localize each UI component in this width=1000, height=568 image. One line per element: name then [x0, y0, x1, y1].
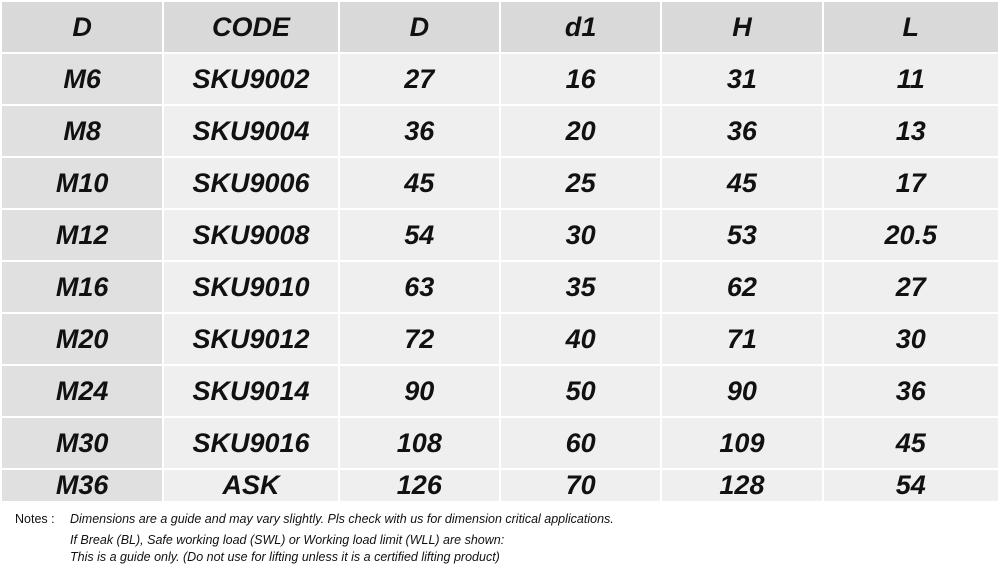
- cell-code: ASK: [164, 470, 337, 501]
- cell-h: 71: [662, 314, 821, 364]
- cell-l: 45: [824, 418, 998, 468]
- table-row: [2, 262, 998, 312]
- header-l: L: [824, 2, 998, 52]
- table-row: [2, 106, 998, 156]
- cell-h: 53: [662, 210, 821, 260]
- header-code: CODE: [164, 2, 337, 52]
- cell-code: SKU9008: [164, 210, 337, 260]
- cell-h: 45: [662, 158, 821, 208]
- table-row: [2, 314, 998, 364]
- cell-d: M20: [2, 314, 162, 364]
- cell-h: 31: [662, 54, 821, 104]
- cell-l: 30: [824, 314, 998, 364]
- cell-l: 20.5: [824, 210, 998, 260]
- cell-code: SKU9016: [164, 418, 337, 468]
- notes-line-1: Dimensions are a guide and may vary slightly. Pls check with us for dimension critical applications.: [70, 512, 614, 526]
- table-row: [2, 158, 998, 208]
- cell-code: SKU9002: [164, 54, 337, 104]
- cell-d: M10: [2, 158, 162, 208]
- cell-d: M36: [2, 470, 162, 501]
- cell-d-outer: 54: [340, 210, 499, 260]
- cell-h: 109: [662, 418, 821, 468]
- cell-d: M30: [2, 418, 162, 468]
- cell-d-outer: 45: [340, 158, 499, 208]
- notes-label: Notes :: [15, 512, 55, 526]
- cell-code: SKU9014: [164, 366, 337, 416]
- cell-d-outer: 108: [340, 418, 499, 468]
- cell-code: SKU9010: [164, 262, 337, 312]
- table-row: [2, 366, 998, 416]
- cell-l: 17: [824, 158, 998, 208]
- header-d: D: [2, 2, 162, 52]
- cell-l: 27: [824, 262, 998, 312]
- cell-d: M8: [2, 106, 162, 156]
- cell-d-outer: 36: [340, 106, 499, 156]
- cell-code: SKU9004: [164, 106, 337, 156]
- cell-d1: 60: [501, 418, 660, 468]
- header-d-outer: D: [340, 2, 499, 52]
- header-h: H: [662, 2, 821, 52]
- cell-code: SKU9012: [164, 314, 337, 364]
- table-row: [2, 210, 998, 260]
- cell-l: 11: [824, 54, 998, 104]
- cell-d-outer: 126: [340, 470, 499, 501]
- table-header-row: [2, 2, 998, 52]
- cell-d-outer: 72: [340, 314, 499, 364]
- cell-l: 54: [824, 470, 998, 501]
- header-d1: d1: [501, 2, 660, 52]
- table-row: [2, 418, 998, 468]
- cell-h: 90: [662, 366, 821, 416]
- cell-h: 36: [662, 106, 821, 156]
- cell-d-outer: 63: [340, 262, 499, 312]
- notes-line-2: If Break (BL), Safe working load (SWL) or Working load limit (WLL) are shown:: [70, 533, 505, 547]
- cell-d1: 50: [501, 366, 660, 416]
- cell-d1: 20: [501, 106, 660, 156]
- cell-d1: 25: [501, 158, 660, 208]
- cell-d: M24: [2, 366, 162, 416]
- cell-code: SKU9006: [164, 158, 337, 208]
- cell-d1: 16: [501, 54, 660, 104]
- cell-l: 36: [824, 366, 998, 416]
- cell-d1: 70: [501, 470, 660, 501]
- cell-d-outer: 90: [340, 366, 499, 416]
- table-row: [2, 470, 998, 501]
- cell-d1: 30: [501, 210, 660, 260]
- cell-d1: 40: [501, 314, 660, 364]
- cell-l: 13: [824, 106, 998, 156]
- cell-d: M6: [2, 54, 162, 104]
- cell-h: 128: [662, 470, 821, 501]
- cell-d: M12: [2, 210, 162, 260]
- cell-d: M16: [2, 262, 162, 312]
- cell-d1: 35: [501, 262, 660, 312]
- table-row: [2, 54, 998, 104]
- notes-line-3: This is a guide only. (Do not use for lifting unless it is a certified lifting product): [70, 550, 500, 564]
- cell-d-outer: 27: [340, 54, 499, 104]
- cell-h: 62: [662, 262, 821, 312]
